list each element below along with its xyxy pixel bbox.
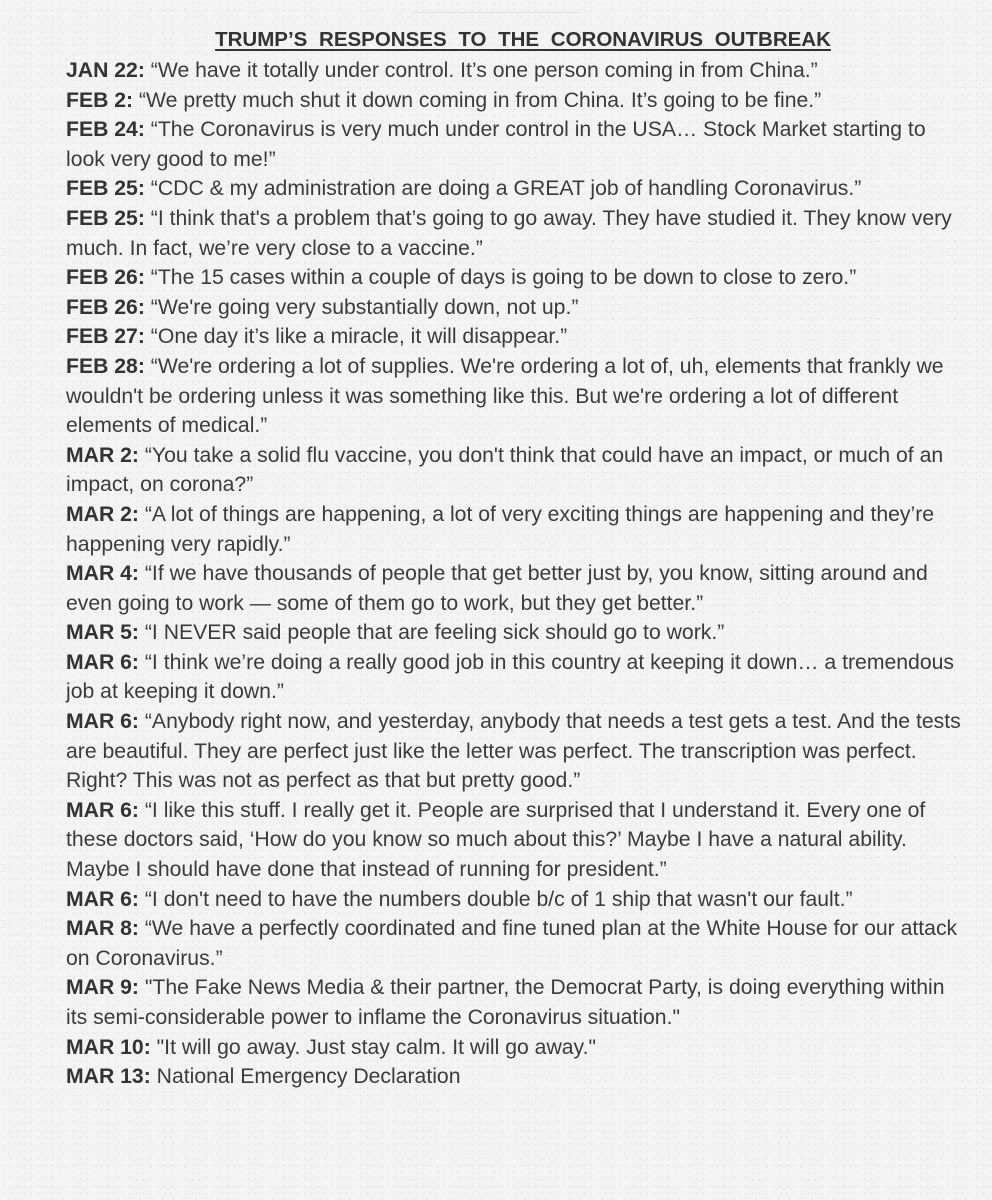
quote-text: “We're ordering a lot of supplies. We're ordering a lot of, uh, elements that frankly we wouldn't be ordering unless it was something like this. But we're ordering a lot of different elements of medical.” bbox=[66, 354, 944, 438]
quote-text: “I think we’re doing a really good job in this country at keeping it down… a tremendous job at keeping it down.” bbox=[66, 650, 954, 704]
quote-text: “Anybody right now, and yesterday, anybody that needs a test gets a test. And the tests are beautiful. They are perfect just like the letter was perfect. The transcription was perfect. Right? This was not as perfect as that but pretty good.” bbox=[66, 710, 961, 793]
quote-date: FEB 27: bbox=[66, 325, 145, 349]
quote-text: “We have a perfectly coordinated and fine tuned plan at the White House for our attack on Coronavirus.” bbox=[66, 917, 958, 970]
quote-entry bbox=[66, 1033, 966, 1063]
quote-text: “I think that's a problem that’s going to go away. They have studied it. They know very much. In fact, we’re very close to a vaccine.” bbox=[66, 206, 952, 260]
quote-entry bbox=[66, 115, 966, 174]
quote-text: “We're going very substantially down, not up.” bbox=[150, 295, 579, 319]
quote-entry bbox=[66, 885, 966, 915]
bleed-through-text: ———————————— bbox=[412, 4, 580, 19]
quote-date: MAR 6: bbox=[66, 650, 139, 674]
quote-text: “I NEVER said people that are feeling sick should go to work.” bbox=[144, 621, 725, 645]
quote-entry bbox=[66, 500, 966, 559]
quote-date: MAR 2: bbox=[66, 443, 139, 467]
quote-text: “We have it totally under control. It’s one person coming in from China.” bbox=[150, 59, 818, 82]
quote-date: FEB 28: bbox=[66, 354, 145, 378]
quote-date: FEB 26: bbox=[66, 295, 145, 319]
quote-date: FEB 2: bbox=[66, 88, 134, 112]
quote-text: National Emergency Declaration bbox=[156, 1065, 461, 1089]
quote-date: FEB 25: bbox=[66, 206, 145, 230]
quote-entry bbox=[66, 559, 966, 618]
quote-entry bbox=[66, 293, 966, 323]
quote-text: “If we have thousands of people that get better just by, you know, sitting around and even going to work — some of them go to work, but they get better.” bbox=[66, 562, 928, 615]
quote-entry bbox=[66, 618, 966, 648]
quote-date: MAR 4: bbox=[66, 562, 139, 586]
quote-text: “You take a solid flu vaccine, you don't think that could have an impact, or much of an impact, on corona?” bbox=[66, 443, 944, 497]
quote-entry bbox=[66, 352, 966, 441]
quote-entry bbox=[66, 204, 966, 263]
quote-date: MAR 8: bbox=[66, 917, 139, 941]
quote-entry bbox=[66, 1062, 966, 1092]
quote-date: MAR 9: bbox=[66, 976, 139, 1000]
quote-text: “We pretty much shut it down coming in from China. It’s going to be fine.” bbox=[139, 88, 822, 112]
quote-entry bbox=[66, 86, 966, 116]
quote-date: MAR 6: bbox=[66, 887, 139, 911]
quote-date: JAN 22: bbox=[66, 59, 145, 82]
quote-text: “A lot of things are happening, a lot of very exciting things are happening and they’re happening very rapidly.” bbox=[66, 502, 935, 556]
quote-entry bbox=[66, 973, 966, 1032]
quote-list bbox=[66, 56, 966, 1092]
quote-text: “The 15 cases within a couple of days is going to be down to close to zero.” bbox=[150, 266, 857, 290]
quote-text: “The Coronavirus is very much under control in the USA… Stock Market starting to look very good to me!” bbox=[66, 118, 926, 171]
quote-text: “One day it’s like a miracle, it will disappear.” bbox=[150, 325, 568, 349]
quote-text: "The Fake News Media & their partner, the Democrat Party, is doing everything within its semi-considerable power to inflame the Coronavirus situation." bbox=[66, 976, 945, 1029]
quote-entry bbox=[66, 914, 966, 973]
quote-date: FEB 26: bbox=[66, 266, 145, 290]
quote-date: MAR 5: bbox=[66, 621, 139, 645]
quote-entry bbox=[66, 707, 966, 796]
quote-entry bbox=[66, 322, 966, 352]
quote-entry bbox=[66, 174, 966, 204]
quote-text: “I don't need to have the numbers double b/c of 1 ship that wasn't our fault.” bbox=[144, 887, 853, 911]
quote-date: FEB 24: bbox=[66, 118, 145, 142]
quote-date: MAR 6: bbox=[66, 798, 139, 822]
quote-entry bbox=[66, 56, 966, 86]
quote-date: MAR 2: bbox=[66, 502, 139, 526]
quote-date: MAR 6: bbox=[66, 710, 139, 734]
quote-entry bbox=[66, 263, 966, 293]
document bbox=[66, 28, 966, 1092]
quote-text: "It will go away. Just stay calm. It will go away." bbox=[156, 1035, 596, 1059]
quote-entry bbox=[66, 648, 966, 707]
quote-text: “CDC & my administration are doing a GREAT job of handling Coronavirus.” bbox=[150, 177, 862, 201]
quote-entry bbox=[66, 796, 966, 885]
quote-date: MAR 13: bbox=[66, 1065, 151, 1089]
document-title: TRUMP’S RESPONSES TO THE CORONAVIRUS OUTBREAK bbox=[215, 28, 831, 51]
quote-entry bbox=[66, 441, 966, 500]
quote-date: FEB 25: bbox=[66, 177, 145, 201]
quote-date: MAR 10: bbox=[66, 1035, 151, 1059]
quote-text: “I like this stuff. I really get it. People are surprised that I understand it. Every one of these doctors said, ‘How do you know so much about this?’ Maybe I have a natural ability. Maybe I should have done that instead of running for president.” bbox=[66, 798, 926, 882]
